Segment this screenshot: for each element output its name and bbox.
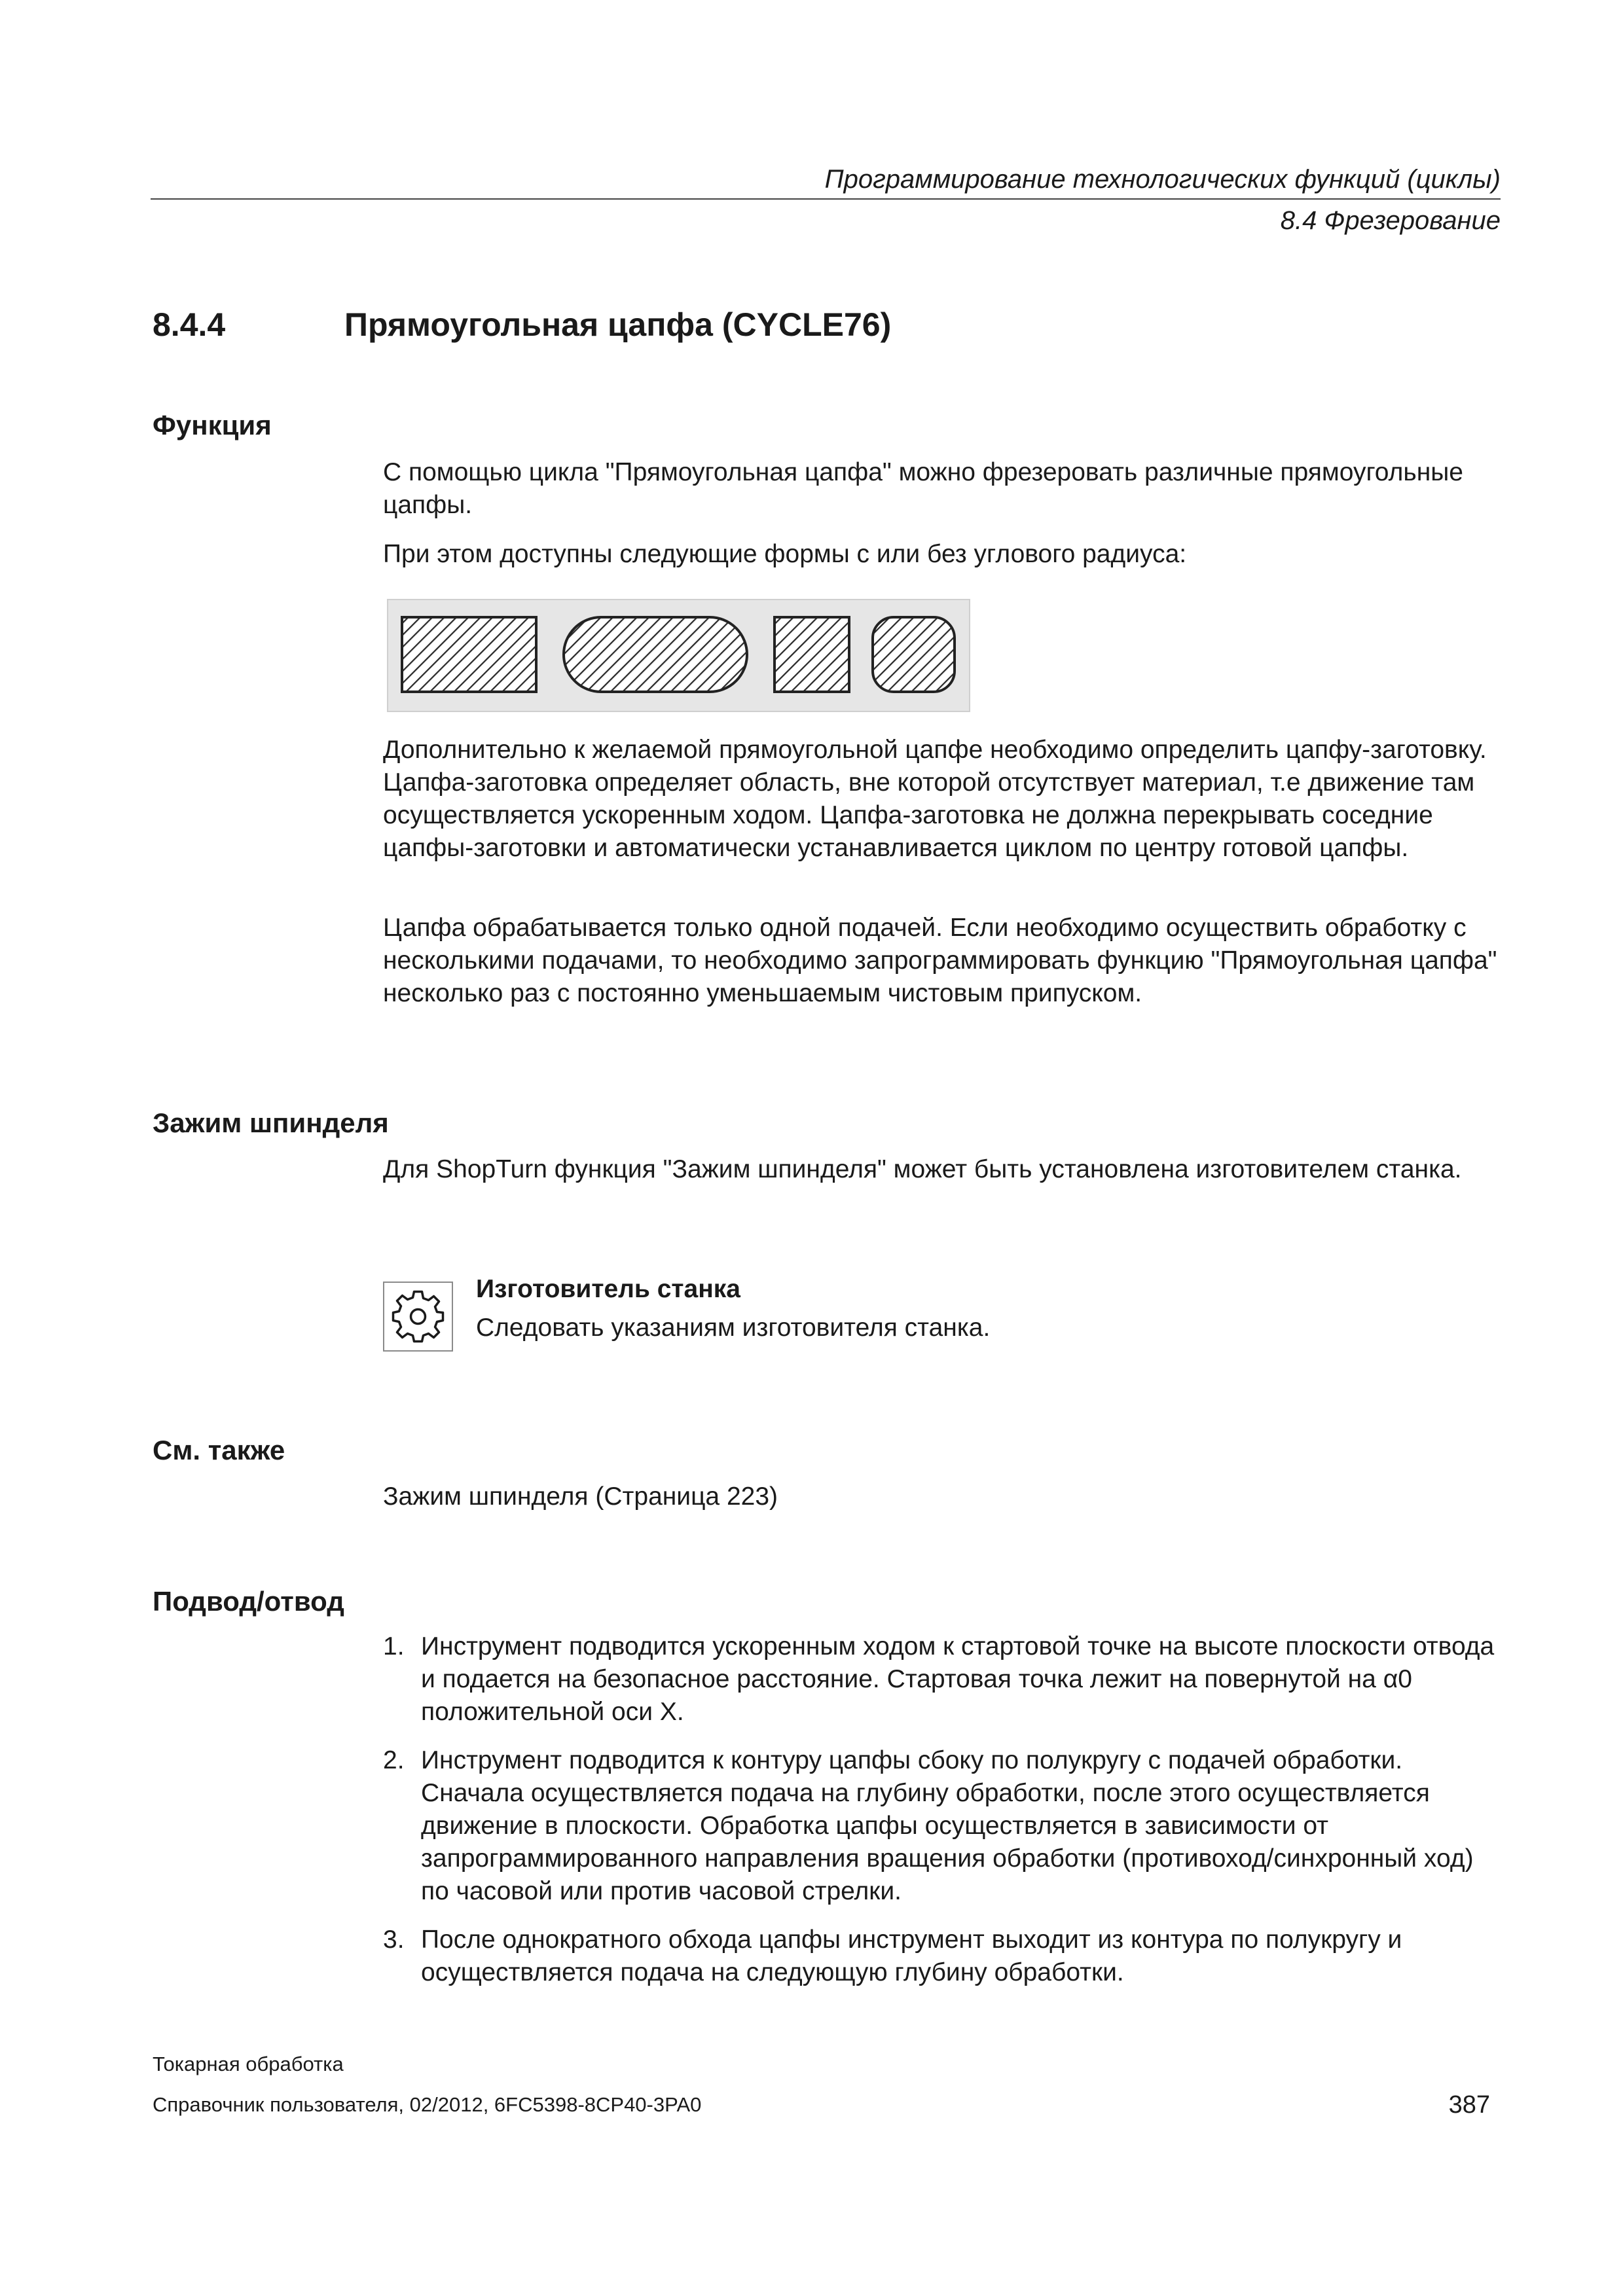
heading-spindle-clamp: Зажим шпинделя xyxy=(153,1107,389,1138)
pocket-shapes-figure xyxy=(387,599,970,712)
list-item xyxy=(383,1744,1503,1908)
header-rule xyxy=(151,198,1501,200)
note-title: Изготовитель станка xyxy=(476,1275,740,1303)
heading-function: Функция xyxy=(153,410,272,440)
list-item-number: 1. xyxy=(383,1632,405,1660)
list-item xyxy=(383,1924,1503,1989)
list-item-text: Инструмент подводится к контуру цапфы сбоку по полукругу с подачей обработки. Сначала осуществляется подача на глубину обработки, после этого осуществляется движение в плоскости. Обработка цапфы осуществляется в зависимости от запрограммированного направления вращения обработки (противоход/синхронный ход) по часовой или против часовой стрелки. xyxy=(421,1746,1474,1905)
shape-square xyxy=(775,617,849,692)
footer-book-title: Токарная обработка xyxy=(153,2053,344,2075)
list-item-number: 2. xyxy=(383,1746,405,1774)
gear-icon xyxy=(383,1282,453,1352)
shape-rectangle xyxy=(402,617,536,692)
shape-rounded-slot xyxy=(564,617,747,692)
heading-see-also: См. также xyxy=(153,1435,285,1465)
list-item-text: Инструмент подводится ускоренным ходом к стартовой точке на высоте плоскости отвода и подается на безопасное расстояние. Стартовая точка лежит на повернутой на α0 положительной оси X. xyxy=(421,1632,1495,1726)
running-header-chapter: Программирование технологических функций (циклы) xyxy=(824,165,1501,194)
section-number: 8.4.4 xyxy=(153,306,226,343)
function-paragraph-1: С помощью цикла "Прямоугольная цапфа" можно фрезеровать различные прямоугольные цапфы. xyxy=(383,458,1463,519)
heading-approach-retract: Подвод/отвод xyxy=(153,1586,344,1617)
list-item-number: 3. xyxy=(383,1926,405,1954)
function-paragraph-2: При этом доступны следующие формы с или без углового радиуса: xyxy=(383,540,1187,568)
approach-list xyxy=(383,1630,1503,1989)
page-number: 387 xyxy=(1448,2091,1490,2119)
footer-manual-info: Справочник пользователя, 02/2012, 6FC5398-8CP40-3PA0 xyxy=(153,2093,702,2116)
pocket-shapes-svg xyxy=(388,600,969,711)
see-also-link[interactable]: Зажим шпинделя (Страница 223) xyxy=(383,1482,778,1511)
section-title: Прямоугольная цапфа (CYCLE76) xyxy=(344,306,892,343)
list-item xyxy=(383,1630,1503,1729)
function-paragraph-3: Дополнительно к желаемой прямоугольной цапфе необходимо определить цапфу-заготовку. Цапфа-заготовка определяет область, вне которой отсутствует материал, т.е движение там осуществляется ускоренным ходом. Цапфа-заготовка не должна перекрывать соседние цапфы-заготовки и автоматически устанавливается циклом по центру готовой цапфы. xyxy=(383,736,1487,862)
spindle-paragraph: Для ShopTurn функция "Зажим шпинделя" может быть установлена изготовителем станка. xyxy=(383,1155,1462,1183)
function-paragraph-4: Цапфа обрабатывается только одной подачей. Если необходимо осуществить обработку с несколькими подачами, то необходимо запрограммировать функцию "Прямоугольная цапфа" несколько раз с постоянно уменьшаемым чистовым припуском. xyxy=(383,914,1497,1007)
list-item-text: После однократного обхода цапфы инструмент выходит из контура по полукругу и осуществляется подача на следующую глубину обработки. xyxy=(421,1926,1402,1986)
note-text: Следовать указаниям изготовителя станка. xyxy=(476,1314,991,1342)
shape-rounded-square xyxy=(873,617,955,692)
running-header-section: 8.4 Фрезерование xyxy=(1280,206,1501,235)
